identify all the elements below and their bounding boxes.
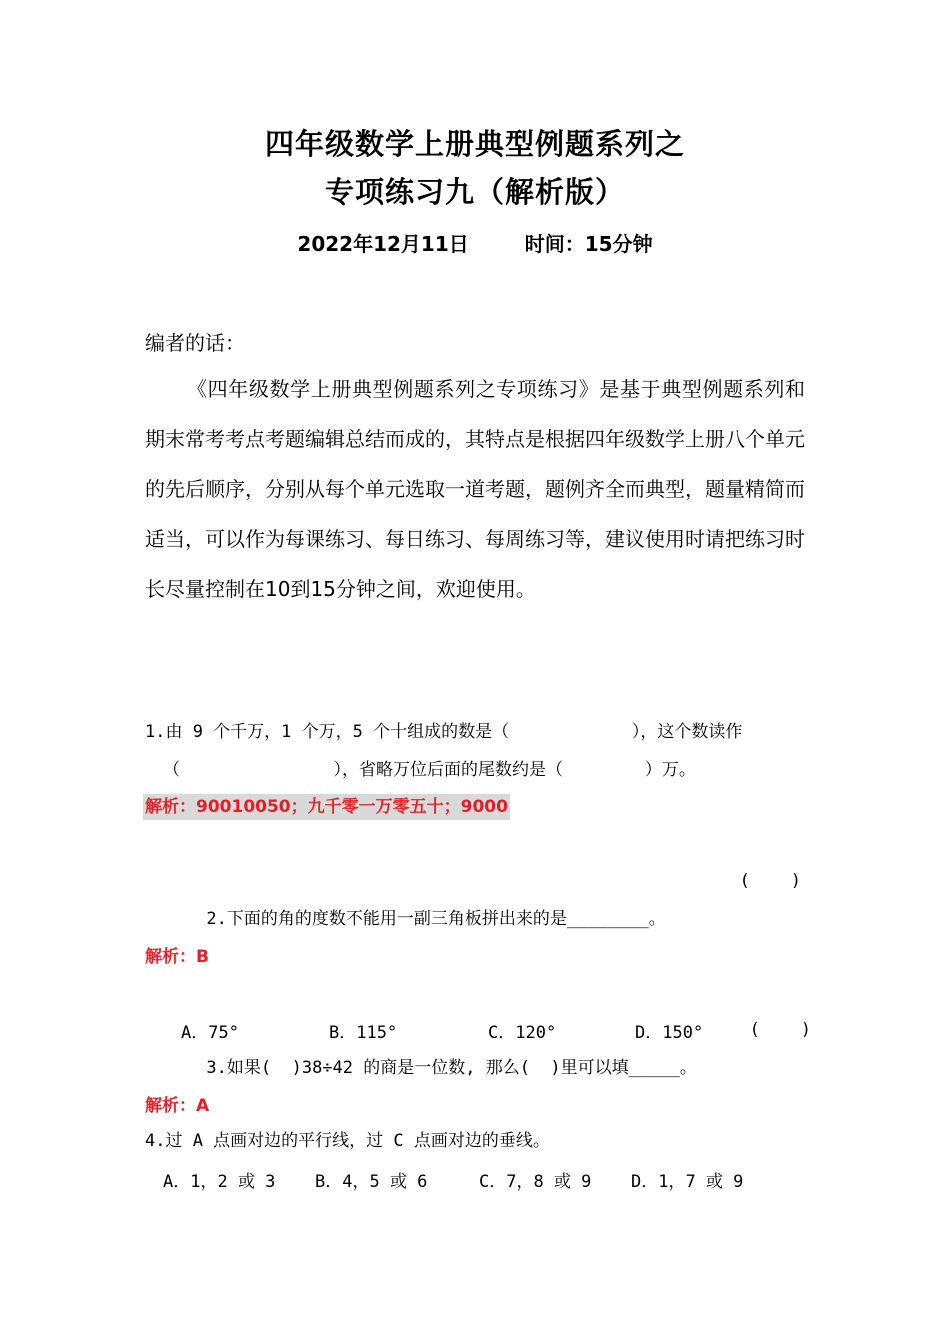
question-2-option-a: A．75°: [181, 1023, 239, 1043]
date-text: 2022年12月11日: [297, 232, 469, 256]
question-2-stem: 2.下面的角的度数不能用一副三角板拼出来的是________。: [206, 909, 666, 929]
question-3-stem: 3.如果( )38÷42 的商是一位数, 那么( )里可以填_____。: [206, 1058, 697, 1078]
question-1-line2: （ ），省略万位后面的尾数约是（ ）万。: [163, 760, 696, 780]
question-3-option-d: D．1，7 或 9: [631, 1172, 744, 1192]
time-limit-text: 时间：15分钟: [524, 232, 653, 256]
question-2-stem-row: [145, 862, 815, 1014]
question-2-option-d: D．150°: [635, 1023, 704, 1043]
question-2-answer: 解析：B: [145, 947, 209, 967]
question-3: [145, 1011, 815, 1201]
question-3-option-a: A．1，2 或 3: [163, 1172, 276, 1192]
document-title-line1: 四年级数学上册典型例题系列之: [264, 127, 685, 161]
question-1-answer: 解析：90010050；九千零一万零五十；9000: [143, 794, 510, 820]
question-1-line1: 1.由 9 个千万，1 个万，5 个十组成的数是（ ），这个数读作: [145, 722, 743, 742]
question-4-stem: 4.过 A 点画对边的平行线，过 C 点画对边的垂线。: [145, 1131, 550, 1151]
editor-note-paragraph: 《四年级数学上册典型例题系列之专项练习》是基于典型例题系列和期末常考考点考题编辑总结而成的，其特点是根据四年级数学上册八个单元的先后顺序，分别从每个单元选取一道考题，题例齐全而典型，题量精简而适当，可以作为每课练习、每日练习、每周练习等，建议使用时请把练习时长尽量控制在10到15分钟之间，欢迎使用。: [145, 377, 805, 601]
question-3-answer: 解析：A: [145, 1096, 210, 1116]
document-title-line2: 专项练习九（解析版）: [324, 175, 625, 209]
question-2-option-c: C．120°: [488, 1023, 557, 1043]
question-2-option-b: B．115°: [329, 1023, 398, 1043]
question-3-answer-bracket: ( ): [749, 1020, 811, 1040]
editor-note-label: 编者的话：: [145, 331, 245, 355]
question-4: [145, 1122, 815, 1160]
question-2-answer-bracket: ( ): [739, 871, 801, 891]
editor-note-body: [145, 364, 805, 614]
question-3-option-c: C．7，8 或 9: [479, 1172, 592, 1192]
question-3-options: [145, 1163, 815, 1201]
date-time-line: [0, 228, 950, 257]
question-3-option-b: B．4，5 或 6: [315, 1172, 428, 1192]
question-1: [145, 713, 815, 789]
